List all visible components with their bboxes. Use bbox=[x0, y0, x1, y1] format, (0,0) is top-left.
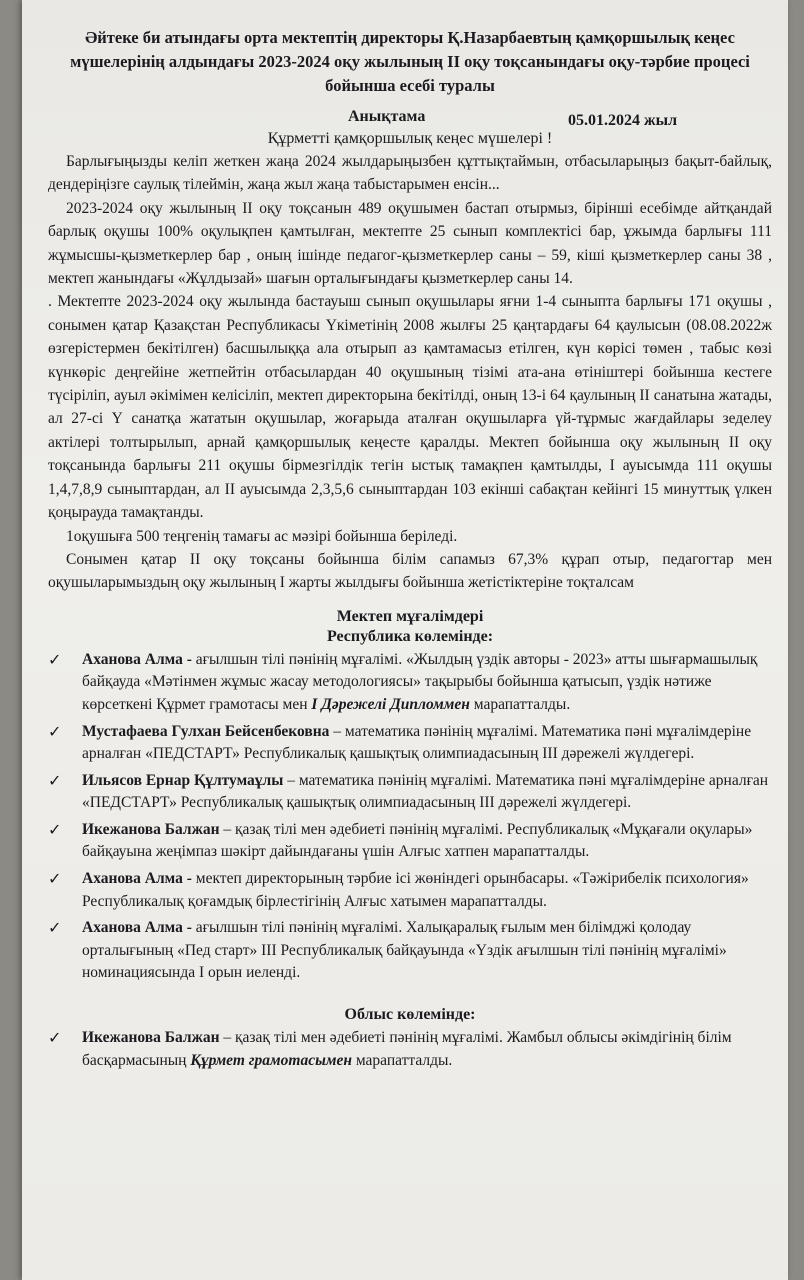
document-label: Анықтама bbox=[348, 108, 426, 125]
paragraph-3: . Мектепте 2023-2024 оқу жылында бастауыш сынып оқушылары яғни 1-4 сыныпта барлығы 171 оқушы , сонымен қатар Қазақстан Республикасы Үкіметінің 2008 жылғы 25 қаңтардағы 64 қаулысын (08.08.2022ж өзгерістермен бекітілген) басшылыққа ала отырып аз қамтамасыз етілген, күн көрісі төмен , табыс көзі күнкөріс деңгейіне жетпейтін отбасылардан 40 оқушының тізімі ата-ана өтініштері бойынша кестеге түсіріліп, ауыл әкімімен келісіліп, мектеп директорына бекітілді, оның 13-і 64 қаулының ІІ санатына жатады, ал 27-сі Ү санатқа жататын оқушылар, жоғарыда аталған оқушыларға үй-тұрмыс жағдайлары зеделеу актілері толтырылып, арнай қамқоршылық кеңесте қаралды. Мектеп бойынша оқу жылының ІІ оқу тоқсанында барлығы 211 оқушы бірмезгілдік тегін ыстық тамақпен қамтылды, І ауысымда 111 оқушы 1,4,7,8,9 сыныптардан, ал ІІ ауысымда 2,3,5,6 сыныптардан 103 екінші сабақтан кейінгі 15 минуттық үлкен қоңырауда тамақтанды. bbox=[48, 293, 772, 522]
award-tail: марапатталды. bbox=[351, 1051, 453, 1069]
award-emphasis: І Дәрежелі Дипломмен bbox=[311, 695, 470, 713]
award-text: мектеп директорының тәрбие ісі жөніндегі орынбасары. «Тәжірибелік психология» Республикалық қоғамдық бірлестігінің Алғыс хатымен марапатталды. bbox=[82, 870, 749, 910]
checkmark-icon: ✓ bbox=[48, 918, 62, 938]
paragraph-5: Сонымен қатар ІІ оқу тоқсаны бойынша білім сапамыз 67,3% құрап отыр, педагогтар мен оқушыларымыздың оқу жылының І жарты жылдығы бойынша жетістіктеріне тоқталсам bbox=[48, 550, 772, 592]
paper-sheet bbox=[22, 0, 788, 1280]
teacher-name: Икежанова Балжан bbox=[82, 820, 220, 838]
list-item bbox=[48, 770, 772, 815]
section-title: Мектеп мұғалімдері bbox=[336, 607, 484, 625]
teacher-name: Мустафаева Гулхан Бейсенбековна bbox=[82, 722, 330, 740]
teacher-name: Икежанова Балжан bbox=[82, 1029, 220, 1047]
list-item bbox=[48, 721, 772, 766]
award-text: ағылшын тілі пәнінің мұғалімі. «Жылдың үздік авторы - 2023» атты шығармашылық байқауда «Мәтінмен жұмыс жасау методологиясы» тақырыбы бойынша қатысып, үздік нәтиже көрсеткені Құрмет грамотасы мен bbox=[82, 650, 758, 713]
list-item bbox=[48, 1027, 772, 1072]
award-emphasis: Құрмет грамотасымен bbox=[190, 1051, 352, 1069]
award-text: – қазақ тілі мен әдебиеті пәнінің мұғалімі. Жамбыл облысы әкімдігінің білім басқармасының bbox=[82, 1029, 732, 1069]
heading-row bbox=[48, 106, 772, 128]
republic-list bbox=[48, 649, 772, 985]
teacher-name: Аханова Алма - bbox=[82, 650, 192, 668]
checkmark-icon: ✓ bbox=[48, 721, 62, 741]
award-text: – математика пәнінің мұғалімі. Математика пәні мұғалімдеріне арналған «ПЕДСТАРТ» Республикалық қашықтық олимпиадасының ІІІ дәрежелі жүлдегері. bbox=[82, 722, 752, 763]
list-item bbox=[48, 917, 772, 985]
republic-title: Республика көлемінде: bbox=[326, 627, 494, 645]
list-item bbox=[48, 819, 772, 864]
checkmark-icon: ✓ bbox=[48, 649, 62, 669]
teacher-name: Аханова Алма - bbox=[82, 919, 192, 937]
paragraph-1: Барлығыңызды келіп жеткен жаңа 2024 жылдарыңызбен құттықтаймын, отбасыларыңыз бақыт-байлық, дендеріңізге саулық тілеймін, жаңа жыл жаңа табыстарымен енсін... bbox=[48, 153, 772, 194]
teacher-name: Ильясов Ернар Құлтумаұлы bbox=[82, 771, 284, 789]
document-title: Әйтеке би атындағы орта мектептің директоры Қ.Назарбаевтың қамқоршылық кеңес мүшелерінің алдындағы 2023-2024 оқу жылының ІІ оқу тоқсанындағы оқу-тәрбие процесі бойынша есебі туралы bbox=[70, 28, 750, 95]
award-tail: марапатталды. bbox=[469, 695, 571, 713]
list-item bbox=[48, 649, 772, 717]
checkmark-icon: ✓ bbox=[48, 1028, 62, 1048]
award-text: – математика пәнінің мұғалімі. Математика пәні мұғалімдеріне арналған «ПЕДСТАРТ» Республикалық қашықтық олимпиадасының ІІІ дәрежелі жүлдегері. bbox=[82, 771, 769, 812]
document-body bbox=[48, 26, 772, 1076]
checkmark-icon: ✓ bbox=[48, 819, 62, 839]
award-text: – қазақ тілі мен әдебиеті пәнінің мұғалімі. Республикалық «Мұқағали оқулары» байқауына жеңімпаз шәкірт дайындағаны үшін Алғыс хатпен марапатталды. bbox=[82, 820, 753, 861]
document-date: 05.01.2024 жыл bbox=[568, 112, 678, 129]
paragraph-4: 1оқушыға 500 теңгенің тамағы ас мәзірі бойынша беріледі. bbox=[66, 527, 458, 545]
checkmark-icon: ✓ bbox=[48, 869, 62, 889]
paragraph-2: 2023-2024 оқу жылының ІІ оқу тоқсанын 489 оқушымен бастап отырмыз, бірінші есебімде айтқандай барлық оқушы 100% оқулықпен қамтылған, мектепте 25 сынып комплектісі бар, ұжымда барлығы 111 жұмысшы-қызметкерлер бар , оның ішінде педагог-қызметкерлер саны – 59, кіші қызметкерлер саны 38 , мектеп жанындағы «Жұлдызай» шағын орталығындағы қызметкерлер саны 14. bbox=[48, 199, 772, 288]
list-item bbox=[48, 868, 772, 913]
checkmark-icon: ✓ bbox=[48, 770, 62, 790]
oblys-list bbox=[48, 1027, 772, 1072]
teacher-name: Аханова Алма - bbox=[82, 870, 192, 888]
greeting: Құрметті қамқоршылық кеңес мүшелері ! bbox=[267, 130, 553, 147]
oblys-title: Облыс көлемінде: bbox=[344, 1006, 476, 1024]
award-text: ағылшын тілі пәнінің мұғалімі. Халықаралық ғылым мен білімджі қолодау орталығының «Пед старт» ІІІ Республикалық байқауында «Үздік ағылшын тілі пәнінің мұғалімі» номинациясында І орын иеленді. bbox=[82, 919, 727, 982]
